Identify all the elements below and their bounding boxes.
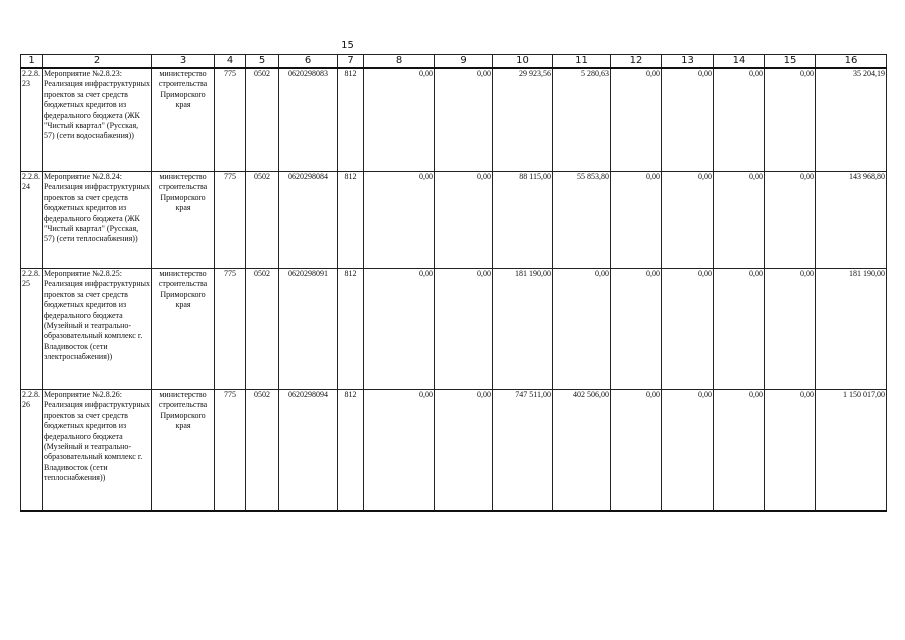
measure-name: Мероприятие №2.8.26: Реализация инфраструктурных проектов за счет средств бюджетных кредитов из федерального бюджета (Музейный и театрально-образовательный комплекс г. Владивосток (сети теплоснабжения)) xyxy=(43,390,152,512)
row-number: 2.2.8.23 xyxy=(21,68,43,172)
cell-col15: 0,00 xyxy=(765,269,816,390)
col-header-4: 4 xyxy=(215,55,246,69)
cell-col6: 0620298083 xyxy=(279,68,338,172)
cell-col5: 0502 xyxy=(246,68,279,172)
col-header-2: 2 xyxy=(43,55,152,69)
cell-col14: 0,00 xyxy=(714,172,765,269)
cell-col13: 0,00 xyxy=(662,68,714,172)
row-number: 2.2.8.24 xyxy=(21,172,43,269)
cell-col12: 0,00 xyxy=(611,390,662,512)
cell-col12: 0,00 xyxy=(611,172,662,269)
col-header-3: 3 xyxy=(152,55,215,69)
col-header-8: 8 xyxy=(364,55,435,69)
cell-col15: 0,00 xyxy=(765,172,816,269)
cell-col8: 0,00 xyxy=(364,68,435,172)
cell-col8: 0,00 xyxy=(364,390,435,512)
col-header-11: 11 xyxy=(553,55,611,69)
cell-col16: 181 190,00 xyxy=(816,269,887,390)
cell-col7: 812 xyxy=(338,390,364,512)
col-header-14: 14 xyxy=(714,55,765,69)
responsible-org: министерство строительства Приморского края xyxy=(152,68,215,172)
page-number: 15 xyxy=(341,40,354,51)
measure-name: Мероприятие №2.8.25: Реализация инфраструктурных проектов за счет средств бюджетных кредитов из федерального бюджета (Музейный и театрально-образовательный комплекс г. Владивосток (сети электроснабжения)) xyxy=(43,269,152,390)
row-number: 2.2.8.25 xyxy=(21,269,43,390)
cell-col6: 0620298091 xyxy=(279,269,338,390)
responsible-org: министерство строительства Приморского края xyxy=(152,172,215,269)
cell-col13: 0,00 xyxy=(662,269,714,390)
cell-col11: 55 853,80 xyxy=(553,172,611,269)
table-row xyxy=(21,269,887,390)
cell-col4: 775 xyxy=(215,269,246,390)
cell-col7: 812 xyxy=(338,68,364,172)
cell-col10: 181 190,00 xyxy=(493,269,553,390)
cell-col14: 0,00 xyxy=(714,269,765,390)
col-header-13: 13 xyxy=(662,55,714,69)
cell-col7: 812 xyxy=(338,172,364,269)
cell-col5: 0502 xyxy=(246,390,279,512)
cell-col15: 0,00 xyxy=(765,390,816,512)
col-header-9: 9 xyxy=(435,55,493,69)
col-header-10: 10 xyxy=(493,55,553,69)
cell-col10: 88 115,00 xyxy=(493,172,553,269)
cell-col16: 1 150 017,00 xyxy=(816,390,887,512)
cell-col9: 0,00 xyxy=(435,269,493,390)
cell-col11: 5 280,63 xyxy=(553,68,611,172)
measure-name: Мероприятие №2.8.24: Реализация инфраструктурных проектов за счет средств бюджетных кредитов из федерального бюджета (ЖК "Чистый квартал" (Русская, 57) (сети теплоснабжения)) xyxy=(43,172,152,269)
cell-col5: 0502 xyxy=(246,172,279,269)
measure-name: Мероприятие №2.8.23: Реализация инфраструктурных проектов за счет средств бюджетных кредитов из федерального бюджета (ЖК "Чистый квартал" (Русская, 57) (сети водоснабжения)) xyxy=(43,68,152,172)
col-header-6: 6 xyxy=(279,55,338,69)
cell-col10: 747 511,00 xyxy=(493,390,553,512)
cell-col7: 812 xyxy=(338,269,364,390)
cell-col6: 0620298084 xyxy=(279,172,338,269)
col-header-15: 15 xyxy=(765,55,816,69)
table-row xyxy=(21,390,887,512)
cell-col11: 0,00 xyxy=(553,269,611,390)
col-header-16: 16 xyxy=(816,55,887,69)
cell-col8: 0,00 xyxy=(364,172,435,269)
cell-col4: 775 xyxy=(215,390,246,512)
col-header-7: 7 xyxy=(338,55,364,69)
cell-col9: 0,00 xyxy=(435,172,493,269)
cell-col9: 0,00 xyxy=(435,390,493,512)
col-header-12: 12 xyxy=(611,55,662,69)
cell-col6: 0620298094 xyxy=(279,390,338,512)
table-row xyxy=(21,68,887,172)
cell-col14: 0,00 xyxy=(714,390,765,512)
cell-col15: 0,00 xyxy=(765,68,816,172)
cell-col16: 35 204,19 xyxy=(816,68,887,172)
cell-col9: 0,00 xyxy=(435,68,493,172)
budget-table xyxy=(20,54,887,512)
table-row xyxy=(21,172,887,269)
cell-col13: 0,00 xyxy=(662,172,714,269)
header-row xyxy=(21,55,887,69)
cell-col5: 0502 xyxy=(246,269,279,390)
col-header-1: 1 xyxy=(21,55,43,69)
cell-col12: 0,00 xyxy=(611,269,662,390)
cell-col12: 0,00 xyxy=(611,68,662,172)
row-number: 2.2.8.26 xyxy=(21,390,43,512)
cell-col10: 29 923,56 xyxy=(493,68,553,172)
cell-col13: 0,00 xyxy=(662,390,714,512)
cell-col4: 775 xyxy=(215,172,246,269)
cell-col4: 775 xyxy=(215,68,246,172)
cell-col8: 0,00 xyxy=(364,269,435,390)
responsible-org: министерство строительства Приморского края xyxy=(152,269,215,390)
cell-col11: 402 506,00 xyxy=(553,390,611,512)
cell-col16: 143 968,80 xyxy=(816,172,887,269)
responsible-org: министерство строительства Приморского края xyxy=(152,390,215,512)
col-header-5: 5 xyxy=(246,55,279,69)
cell-col14: 0,00 xyxy=(714,68,765,172)
